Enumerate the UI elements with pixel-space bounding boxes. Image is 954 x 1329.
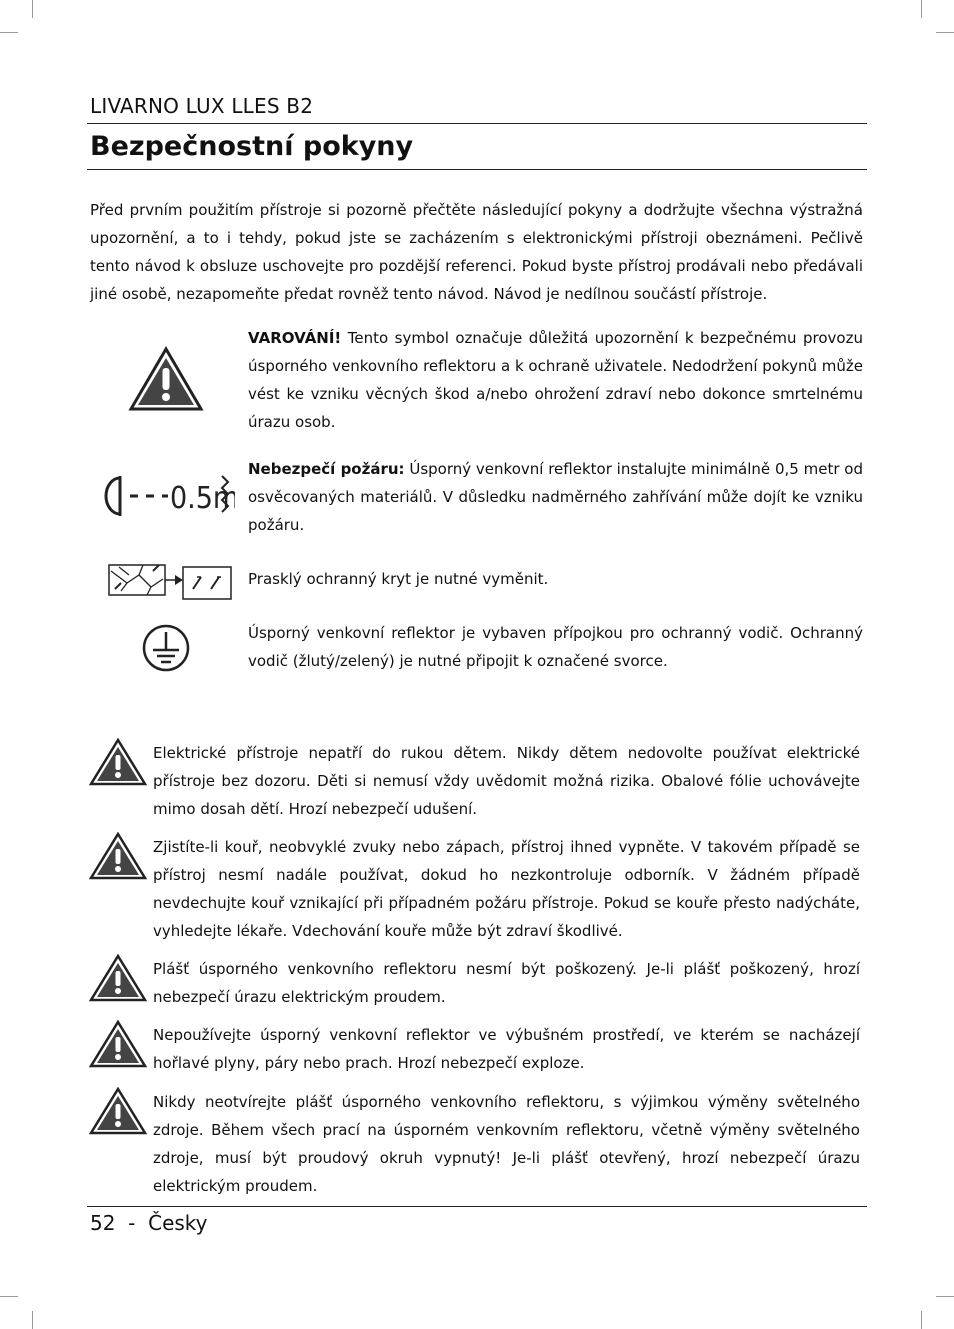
page-footer xyxy=(90,1211,208,1235)
warning-label: VAROVÁNÍ! xyxy=(248,329,342,347)
cover-symbol-text: Prasklý ochranný kryt je nutné vyměnit. xyxy=(248,570,549,588)
crop-mark xyxy=(0,1296,18,1297)
crop-mark xyxy=(921,0,922,18)
broken-cover-icon xyxy=(107,561,235,605)
fire-description: Úsporný venkovní reflektor instalujte minimálně 0,5 metr od osvěcovaných materiálů. V důsledku nadměrného zahřívání může dojít ke vzniku požáru. xyxy=(248,460,863,534)
warning-item: Nikdy neotvírejte plášť úsporného venkovního reflektoru, s výjimkou výměny světelného zdroje. Během všech prací na úsporném venkovním reflektoru, včetně výměny světelného zdroje, musí být proudový okruh vypnutý! Je-li plášť otevřený, hrozí nebezpečí úrazu elektrickým proudem. xyxy=(153,1093,860,1195)
fire-label: Nebezpečí požáru: xyxy=(248,460,405,478)
warning-triangle-icon xyxy=(89,1020,147,1072)
footer-language: Česky xyxy=(148,1211,208,1235)
warning-triangle-icon xyxy=(89,1087,147,1139)
footer-separator: - xyxy=(115,1211,149,1235)
footer-rule xyxy=(87,1206,867,1207)
warning-item: Elektrické přístroje nepatří do rukou dětem. Nikdy dětem nedovolte používat elektrické přístroje bez dozoru. Děti si nemusí vždy uvědomit možná rizika. Obalové fólie uchovávejte mimo dosah dětí. Hrozí nebezpečí udušení. xyxy=(153,744,860,818)
distance-icon xyxy=(100,470,235,526)
product-header: LIVARNO LUX LLES B2 xyxy=(90,94,314,118)
warning-item: Zjistíte-li kouř, neobvyklé zvuky nebo zápach, přístroj ihned vypněte. V takovém případě se přístroj nesmí nadále používat, dokud ho nezkontroluje odborník. V žádném případě nevdechujte kouř vznikající při případném požáru přístroje. Pokud se kouře přesto nadýcháte, vyhledejte lékaře. Vdechování kouře může být zdraví škodlivé. xyxy=(153,838,860,940)
crop-mark xyxy=(936,1296,954,1297)
crop-mark xyxy=(921,1311,922,1329)
warning-triangle-icon xyxy=(89,832,147,884)
warning-symbol-text xyxy=(248,324,863,436)
warning-item: Nepoužívejte úsporný venkovní reflektor ve výbušném prostředí, ve kterém se nacházejí hořlavé plyny, páry nebo prach. Hrozí nebezpečí exploze. xyxy=(153,1026,860,1072)
warning-triangle-icon xyxy=(89,954,147,1006)
warning-item: Plášť úsporného venkovního reflektoru nesmí být poškozený. Je-li plášť poškozený, hrozí nebezpečí úrazu elektrickým proudem. xyxy=(153,960,860,1006)
section-title: Bezpečnostní pokyny xyxy=(90,131,414,162)
warning-description: Tento symbol označuje důležitá upozornění k bezpečnému provozu úsporného venkovního reflektoru a k ochraně uživatele. Nedodržení pokynů může vést ke vzniku věcných škod a/nebo ohrožení zdraví nebo dokonce smrtelnému úrazu osob. xyxy=(248,329,863,431)
title-rule xyxy=(87,169,867,170)
distance-value: 0.5m xyxy=(170,481,235,516)
crop-mark xyxy=(936,32,954,33)
crop-mark xyxy=(32,1311,33,1329)
crop-mark xyxy=(32,0,33,18)
header-rule xyxy=(87,123,867,124)
fire-symbol-text xyxy=(248,455,863,539)
crop-mark xyxy=(0,32,18,33)
warning-triangle-icon xyxy=(89,738,147,790)
warning-triangle-icon xyxy=(128,346,204,416)
intro-paragraph: Před prvním použitím přístroje si pozorně přečtěte následující pokyny a dodržujte všechna výstražná upozornění, a to i tehdy, pokud jste se zacházením s elektronickými přístroji obeznámeni. Pečlivě tento návod k obsluze uschovejte pro pozdější referenci. Pokud byste přístroj prodávali nebo předávali jiné osobě, nezapomeňte předat rovněž tento návod. Návod je nedílnou součástí přístroje. xyxy=(90,201,863,303)
page-number: 52 xyxy=(90,1211,116,1235)
ground-symbol-text: Úsporný venkovní reflektor je vybaven přípojkou pro ochranný vodič. Ochranný vodič (žlutý/zelený) je nutné připojit k označené svorce. xyxy=(248,624,863,670)
ground-icon xyxy=(140,624,192,676)
